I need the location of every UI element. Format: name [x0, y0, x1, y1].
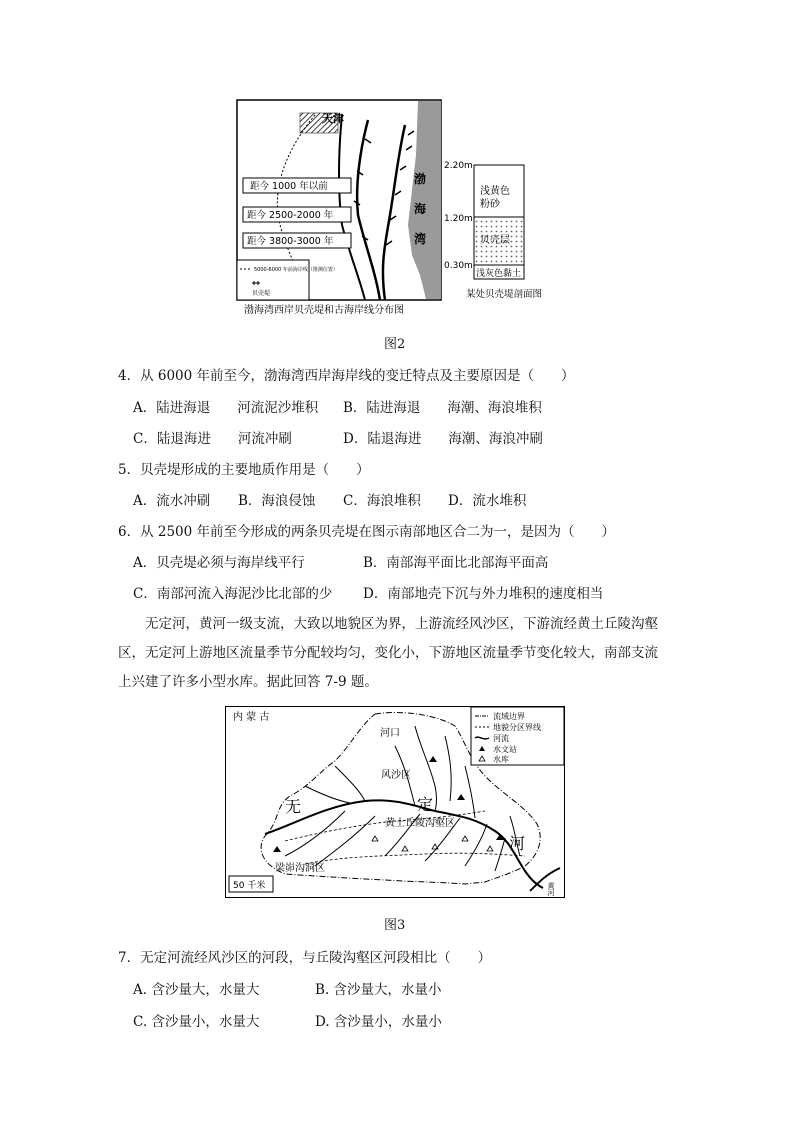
q4-option-b[interactable]: B．陆进海退 海潮、海浪堆积	[343, 400, 542, 416]
loess-area-label: 黄土丘陵沟壑区	[385, 818, 455, 829]
sea-char-2: 海	[414, 202, 427, 216]
sand-area-label: 风沙区	[381, 770, 411, 781]
map-legend	[237, 260, 309, 300]
inner-mongolia-label: 内 蒙 古	[233, 712, 270, 723]
hekou-label: 河口	[380, 728, 400, 739]
q4-option-c[interactable]: C．陆退海进 河流冲刷	[133, 431, 292, 447]
sea-char-1: 渤	[414, 172, 427, 186]
q5-option-a[interactable]: A．流水冲刷	[133, 493, 211, 509]
legend-basin-boundary: 流域边界	[493, 712, 525, 721]
q4-stem: 4．从 6000 年前至今，渤海湾西岸海岸线的变迁特点及主要原因是（ ）	[118, 368, 575, 384]
q6-option-b[interactable]: B．南部海平面比北部海平面高	[363, 555, 549, 571]
river-char-he: 河	[509, 834, 526, 853]
depth-1-20: 1.20m	[444, 214, 473, 224]
figure2-diagram	[230, 95, 570, 320]
legend-hydro-station: 水文站	[493, 745, 517, 754]
figure3-label: 图3	[384, 918, 406, 933]
shore-label-3800: 距今 3800-3000 年	[247, 236, 334, 247]
q5-option-d[interactable]: D．流水堆积	[448, 493, 527, 509]
river-char-ding: 定	[417, 795, 434, 814]
q7-option-b[interactable]: B. 含沙量大，水量小	[315, 982, 442, 998]
q6-option-d[interactable]: D．南部地壳下沉与外力堆积的速度相当	[363, 586, 604, 602]
q4-option-a[interactable]: A．陆进海退 河流泥沙堆积	[133, 400, 319, 416]
liangmao-area-label: 梁峁沟洞区	[275, 863, 325, 874]
depth-0-30: 0.30m	[444, 261, 473, 271]
legend-river: 河流	[493, 734, 509, 743]
legend-reservoir: 水库	[493, 755, 509, 764]
legend-line-label: 5000-6000 年前海岸线（推测位置）	[254, 267, 338, 273]
q7-option-a[interactable]: A. 含沙量大，水量大	[133, 982, 260, 998]
q5-option-c[interactable]: C．海浪堆积	[343, 493, 421, 509]
q4-option-d[interactable]: D．陆退海进 海潮、海浪冲刷	[343, 431, 543, 447]
map-caption: 渤海湾西岸贝壳堤和古海岸线分布图	[244, 305, 404, 316]
layer-silt-line1: 浅黄色	[480, 186, 510, 197]
q6-option-a[interactable]: A．贝壳堤必须与海岸线平行	[133, 555, 305, 571]
q7-stem: 7．无定河流经风沙区的河段，与丘陵沟壑区河段相比（ ）	[118, 950, 492, 966]
scale-label: 50 千米	[233, 881, 266, 891]
tianjin-label: 天津	[322, 112, 344, 125]
layer-silt-line2: 粉砂	[480, 199, 500, 210]
q7-option-c[interactable]: C. 含沙量小，水量大	[133, 1014, 260, 1030]
profile-caption: 某处贝壳堤剖面图	[466, 289, 543, 300]
passage	[118, 610, 678, 697]
legend-shell-label: 贝壳堤	[252, 290, 271, 297]
yellow-river-label: 黄河	[547, 882, 555, 896]
depth-2-20: 2.20m	[444, 161, 473, 171]
q5-stem: 5．贝壳堤形成的主要地质作用是（ ）	[118, 462, 370, 478]
legend-zone-boundary: 地貌分区界线	[493, 723, 541, 732]
passage-line-1: 无定河，黄河一级支流，大致以地貌区为界，上游流经风沙区，下游流经黄土丘陵沟壑	[145, 616, 658, 632]
passage-line-3: 上兴建了许多小型水库。据此回答 7-9 题。	[118, 674, 378, 690]
q6-option-c[interactable]: C．南部河流入海泥沙比北部的少	[133, 586, 333, 602]
layer-clay-label: 浅灰色黏土	[476, 269, 522, 279]
sea-char-3: 湾	[414, 232, 427, 246]
figure2-label: 图2	[384, 337, 406, 352]
river-char-wu: 无	[285, 797, 302, 816]
shore-label-1000: 距今 1000 年以前	[250, 181, 328, 192]
q5-option-b[interactable]: B．海浪侵蚀	[238, 493, 316, 509]
figure3-map	[225, 706, 565, 898]
q7-option-d[interactable]: D. 含沙量小，水量小	[315, 1014, 442, 1030]
layer-shell-label: 贝壳层	[480, 235, 510, 246]
q6-stem: 6．从 2500 年前至今形成的两条贝壳堤在图示南部地区合二为一，是因为（ ）	[118, 524, 616, 540]
passage-line-2: 区，无定河上游地区流量季节分配较均匀，变化小，下游地区流量季节变化较大，南部支流	[118, 645, 658, 661]
shore-label-2500: 距今 2500-2000 年	[247, 210, 334, 221]
